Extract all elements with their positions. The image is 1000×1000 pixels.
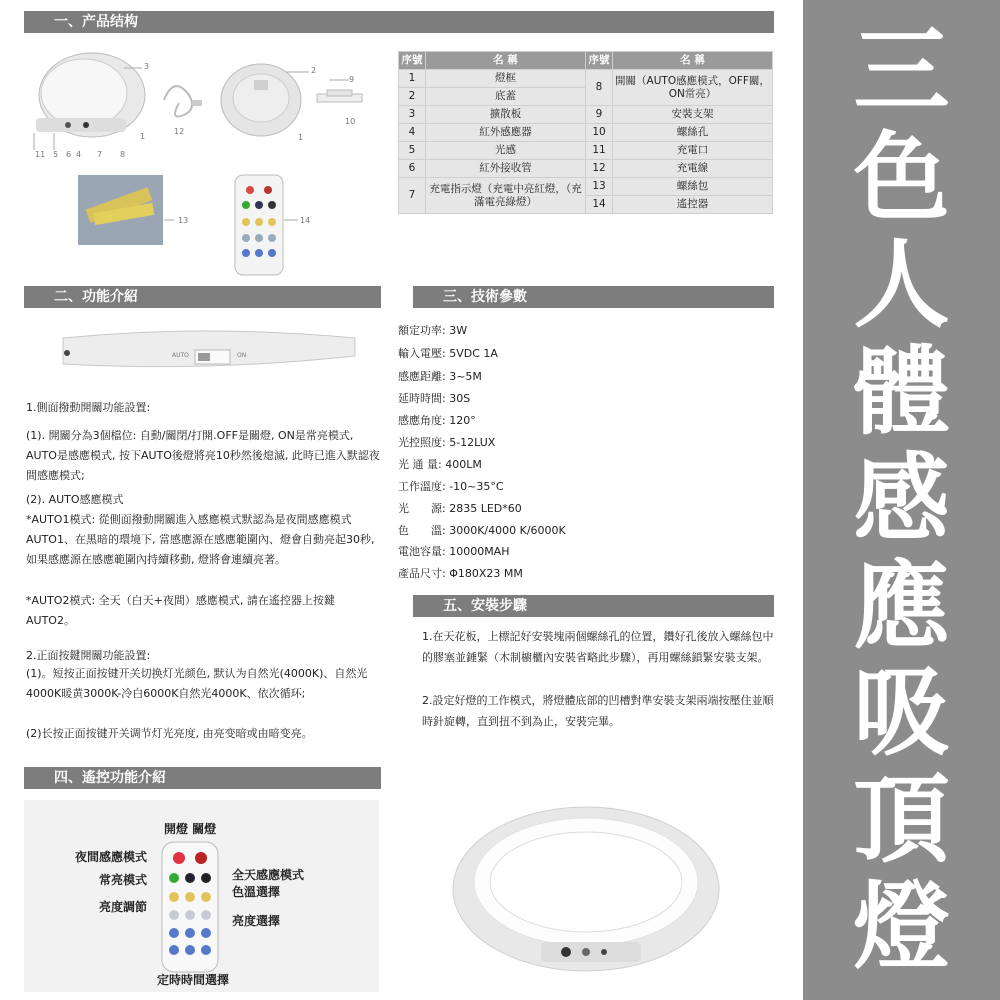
parts-no: 4 <box>399 124 426 142</box>
callout-13: 13 <box>178 216 189 225</box>
function-p1-title: 1.側面撥動開關功能設置: <box>26 401 151 414</box>
title-char: 三 <box>853 15 950 127</box>
install-step-2: 2.設定好燈的工作模式，將燈體底部的凹槽對準安裝支架兩端按壓住並順時針旋轉，直到扭不到為止，安裝完畢。 <box>422 694 774 728</box>
function-p2-title: 2.正面按鍵開關功能設置: <box>26 649 151 662</box>
parts-name: 安裝支架 <box>613 106 773 124</box>
parts-no: 3 <box>399 106 426 124</box>
parts-header-name: 名 稱 <box>426 52 586 70</box>
parts-name: 遙控器 <box>613 196 773 214</box>
title-char: 色 <box>853 122 950 234</box>
spec-item: 色 溫: 3000K/4000 K/6000K <box>398 524 566 537</box>
spec-item: 光 通 量: 400LM <box>398 458 482 471</box>
spec-item: 額定功率: 3W <box>398 324 468 337</box>
remote-label-on-off: 開燈 關燈 <box>164 822 217 836</box>
section-header-remote: 四、遙控功能介紹 <box>24 767 381 789</box>
callout-8: 8 <box>120 150 126 159</box>
parts-header-no: 序號 <box>399 52 426 70</box>
remote-label-timer: 定時時間選擇 <box>157 973 230 987</box>
parts-table <box>398 51 773 214</box>
parts-name: 螺絲包 <box>613 178 773 196</box>
install-step-1: 1.在天花板，上標記好安裝塊兩個螺絲孔的位置，鑽好孔後放入螺絲包中的膠塞並錘緊（木制櫥櫃內安裝省略此步驟），再用螺絲鎖緊安裝支架。 <box>422 630 774 664</box>
parts-no: 6 <box>399 160 426 178</box>
parts-no: 10 <box>586 124 613 142</box>
title-char: 吸 <box>853 657 950 769</box>
spec-item: 感應距離: 3~5M <box>398 370 482 383</box>
callout-10: 10 <box>345 117 356 126</box>
parts-name: 擴散板 <box>426 106 586 124</box>
parts-no: 13 <box>586 178 613 196</box>
spec-item: 感應角度: 120° <box>398 414 476 427</box>
parts-no: 14 <box>586 196 613 214</box>
remote-label-bright-select: 亮度選擇 <box>232 914 281 928</box>
parts-name: 充電口 <box>613 142 773 160</box>
parts-no: 8 <box>586 70 613 106</box>
banner-title <box>803 15 1000 983</box>
parts-name: 燈框 <box>426 70 586 88</box>
remote-label-allday: 全天感應模式 <box>232 868 305 882</box>
function-p2-2: (2)长按正面按键开关调节灯光亮度, 由亮变暗或由暗变亮。 <box>26 727 313 740</box>
callout-6: 6 <box>66 150 72 159</box>
parts-no: 7 <box>399 178 426 214</box>
spec-item: 產品尺寸: Φ180X23 MM <box>398 567 523 580</box>
callout-3: 3 <box>144 62 150 71</box>
parts-name: 充電線 <box>613 160 773 178</box>
parts-no: 12 <box>586 160 613 178</box>
spec-item: 輸入電壓: 5VDC 1A <box>398 347 498 360</box>
spec-item: 光 源: 2835 LED*60 <box>398 502 522 515</box>
switch-auto-label: AUTO <box>172 352 189 359</box>
remote-label-bright: 亮度調節 <box>99 900 148 914</box>
title-char: 燈 <box>853 871 950 983</box>
title-char: 人 <box>853 229 950 341</box>
callout-2: 2 <box>311 66 317 75</box>
title-char: 頂 <box>853 764 950 876</box>
section-header-function: 二、功能介紹 <box>24 286 381 308</box>
switch-on-label: ON <box>237 352 247 359</box>
remote-label-color: 色溫選擇 <box>232 885 281 899</box>
remote-label-always: 常亮模式 <box>99 873 148 887</box>
callout-11: 11 <box>35 150 46 159</box>
callout-4: 4 <box>76 150 82 159</box>
parts-no: 2 <box>399 88 426 106</box>
spec-item: 光控照度: 5-12LUX <box>398 436 496 449</box>
callout-1: 1 <box>140 132 146 141</box>
lamp-side-view <box>55 326 360 376</box>
title-char: 應 <box>853 550 950 662</box>
function-p1-2-body: *AUTO1模式: 從側面撥動開關進入感應模式默認為是夜間感應模式AUTO1、在黑暗的環境下, 當感應源在感應範圍內、燈會自動亮起30秒, 如果感應源在感應範圍內持續移動, 燈將會連續亮著。 <box>26 513 375 566</box>
remote-control-illustration <box>160 840 220 975</box>
remote-label-night: 夜間感應模式 <box>75 850 148 864</box>
ring-lamp-illustration <box>446 802 726 977</box>
spec-item: 延時時間: 30S <box>398 392 471 405</box>
title-char: 體 <box>853 336 950 448</box>
parts-name: 底蓋 <box>426 88 586 106</box>
parts-header-name-2: 名 稱 <box>613 52 773 70</box>
parts-name: 紅外感應器 <box>426 124 586 142</box>
parts-name: 螺絲孔 <box>613 124 773 142</box>
callout-12: 12 <box>174 127 185 136</box>
callout-1b: 1 <box>298 133 304 142</box>
product-structure-illustration <box>24 40 394 280</box>
parts-name: 充電指示燈（充電中亮紅燈，（充滿電亮綠燈） <box>426 178 586 214</box>
function-p2-1: (1)。短按正面按键开关切换灯光颜色, 默认为自然光(4000K)、自然光4000K暖黄3000K-冷白6000K自然光4000K、依次循环; <box>26 667 368 700</box>
callout-9: 9 <box>349 75 355 84</box>
title-banner <box>803 0 1000 1000</box>
parts-no: 5 <box>399 142 426 160</box>
callout-14: 14 <box>300 216 311 225</box>
parts-header-no-2: 序號 <box>586 52 613 70</box>
function-p1-2-auto2: *AUTO2模式: 全天（白天+夜間）感應模式, 請在遙控器上按鍵AUTO2。 <box>26 594 335 627</box>
callout-7: 7 <box>97 150 103 159</box>
function-p1-2-title: (2). AUTO感應模式 <box>26 493 124 506</box>
function-p1-1: (1). 開關分為3個檔位: 自動/關閉/打開.OFF是關燈, ON是常亮模式, AUTO是感應模式, 按下AUTO後燈將亮10秒然後熄滅, 此時已進入默認夜間感應模式; <box>26 429 380 482</box>
parts-name: 光感 <box>426 142 586 160</box>
section-header-tech: 三、技術參數 <box>413 286 774 308</box>
parts-no: 1 <box>399 70 426 88</box>
spec-item: 電池容量: 10000MAH <box>398 545 510 558</box>
section-header-install: 五、安裝步驟 <box>413 595 774 617</box>
parts-name: 開關（AUTO感應模式，OFF關，ON常亮） <box>613 70 773 106</box>
parts-no: 9 <box>586 106 613 124</box>
parts-no: 11 <box>586 142 613 160</box>
spec-item: 工作溫度: -10~35°C <box>398 480 504 493</box>
title-char: 感 <box>853 443 950 555</box>
parts-name: 紅外接收管 <box>426 160 586 178</box>
section-header-structure: 一、产品结构 <box>24 11 774 33</box>
callout-5: 5 <box>53 150 59 159</box>
